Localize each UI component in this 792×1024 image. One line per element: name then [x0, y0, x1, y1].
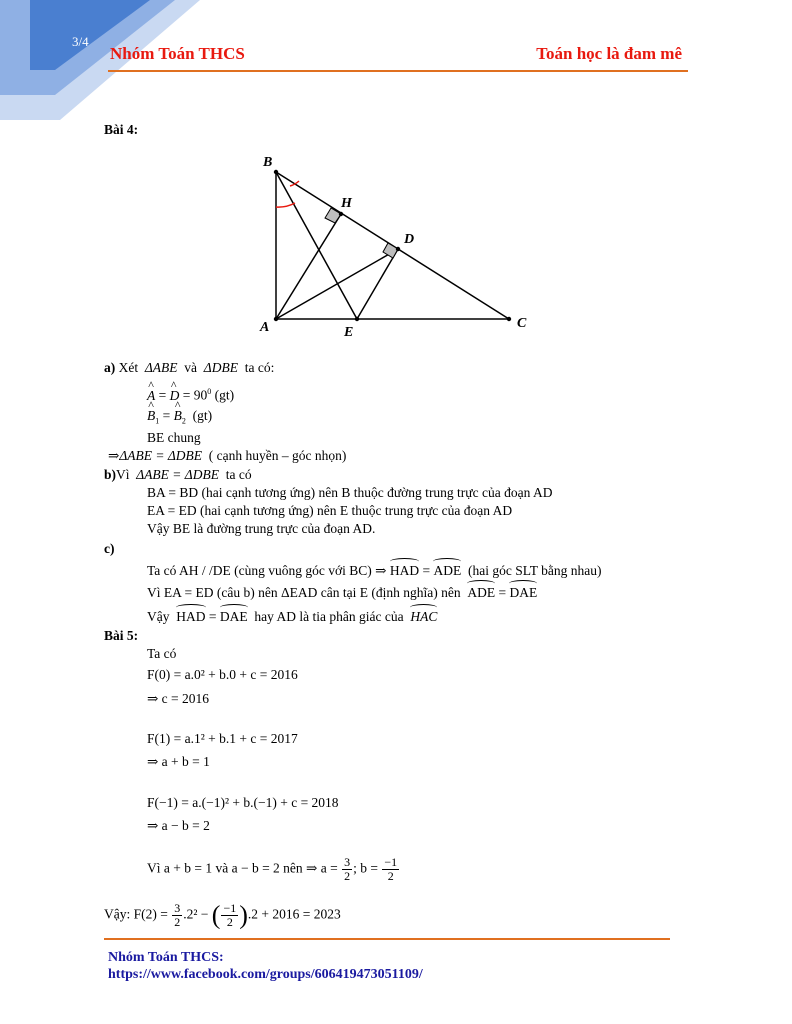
part-c-line-3: Vậy HAD = DAE hay AD là tia phân giác của HAC [147, 609, 438, 624]
footer-group-name: Nhóm Toán THCS: [108, 950, 224, 965]
part-c-line-2: Vì EA = ED (câu b) nên ΔEAD cân tại E (định nghĩa) nên ADE = DAE [147, 585, 538, 600]
part-a-conclusion: ⇒ΔABE = ΔDBE ( cạnh huyền – góc nhọn) [108, 448, 347, 463]
bai5-line-1: Ta có [147, 646, 177, 661]
angle-mark-B1 [276, 203, 295, 207]
bai4-title: Bài 4: [104, 122, 139, 137]
part-b-line-3: Vậy BE là đường trung trực của đoạn AD. [147, 521, 376, 536]
part-a-angle-line: ^ A = ^ $D = 90^0$ (gt) [147, 384, 234, 404]
point-label-B: B [263, 155, 273, 170]
point-label-A: A [260, 320, 270, 335]
bai5-title: Bài 5: [104, 628, 139, 643]
header-rule [108, 70, 688, 72]
bai5-line-2: F(0) = a.0² + b.0 + c = 2016 [147, 667, 298, 682]
segment-BE [276, 172, 357, 319]
bai5-line-7: ⇒ a − b = 2 [147, 818, 210, 833]
footer-group-link[interactable]: https://www.facebook.com/groups/606419473051109/ [108, 967, 423, 982]
point-label-C: C [517, 316, 527, 331]
bai5-line-3: ⇒ c = 2016 [147, 691, 210, 706]
part-b-line: b)Vì ΔABE = ΔDBE ta có [104, 467, 252, 482]
part-a-line: a) Xét ΔABE và ΔDBE ta có: [104, 360, 275, 375]
segment-AD [276, 249, 398, 319]
part-b-line-1: BA = BD (hai cạnh tương ứng) nên B thuộc đường trung trực của đoạn AD [147, 485, 553, 500]
bai5-line-4: F(1) = a.1² + b.1 + c = 2017 [147, 731, 298, 746]
bai5-line-8: Vì a + b = 1 và a − b = 2 nên ⇒ a = $\frac{3}{2}$ ; b = $\frac{-1}{2}$ [147, 855, 398, 883]
point-label-D: D [404, 232, 415, 247]
part-c-label: c) [104, 541, 115, 556]
point-label-H: H [341, 196, 352, 211]
header-left-title: Nhóm Toán THCS [110, 44, 245, 63]
footer-rule [104, 938, 670, 940]
part-b-line-2: EA = ED (hai cạnh tương ứng) nên E thuộc trung trực của đoạn AD [147, 503, 513, 518]
point-label-E: E [344, 325, 354, 340]
part-a-bisect-line: ^ $B_1$ = ^ $B_2$ (gt) [147, 408, 212, 430]
header-right-title: Toán học là đam mê [536, 44, 682, 63]
segment-DE [357, 249, 398, 319]
bai5-conclusion: Vậy: F(2) = $\frac{3}{2}$ .2² − ( $\frac{-1}{2}$ ).2 + 2016 = 2023 [104, 900, 341, 930]
right-angle-H [325, 208, 341, 223]
geometry-figure [255, 150, 545, 345]
part-c-line-1: Ta có AH / /DE (cùng vuông góc với BC) ⇒ HAD = ADE (hai góc SLT bằng nhau) [147, 563, 602, 578]
part-a-common-side: BE chung [147, 430, 201, 445]
page-number: 3/4 [72, 34, 89, 49]
bai5-line-5: ⇒ a + b = 1 [147, 754, 210, 769]
bai5-line-6: F(−1) = a.(−1)² + b.(−1) + c = 2018 [147, 795, 339, 810]
